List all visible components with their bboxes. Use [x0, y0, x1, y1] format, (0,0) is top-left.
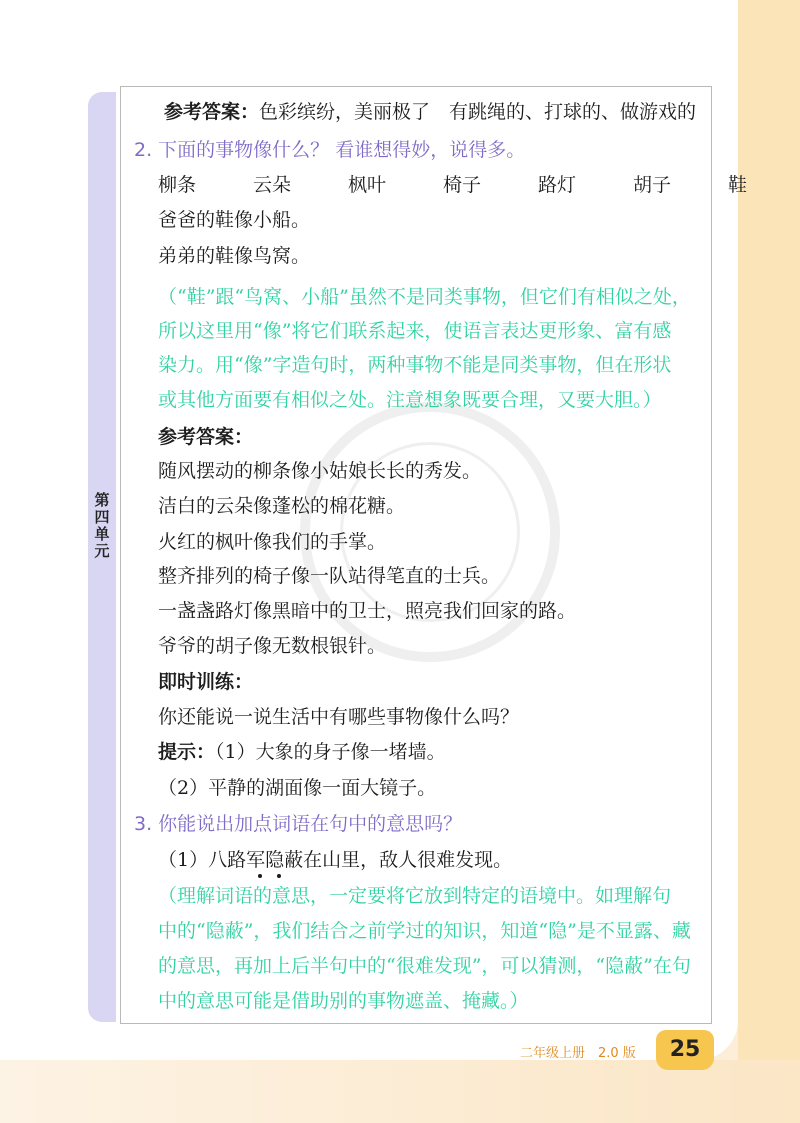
hint-label: 提示： [158, 741, 216, 763]
question-3: 3. 你能说出加点词语在句中的意思吗？ [134, 813, 463, 835]
example-line: 爸爸的鞋像小船。 [158, 209, 311, 231]
practice-question: 你还能说一说生活中有哪些事物像什么吗？ [158, 706, 520, 728]
answer-line-1 [164, 100, 696, 124]
explanation-line: （“鞋”跟“鸟窝、小船”虽然不是同类事物，但它们有相似之处， [158, 286, 691, 308]
answer-sentence: 爷爷的胡子像无数根银针。 [158, 635, 387, 657]
explanation-line: 或其他方面要有相似之处。注意想象既要合理，又要大胆。） [158, 389, 662, 411]
explanation-line: 所以这里用“像”将它们联系起来，使语言表达更形象、富有感 [158, 320, 672, 342]
word-list: 柳条 云朵 枫叶 椅子 路灯 胡子 鞋 [158, 174, 748, 196]
hint-text: （1）大象的身子像一堵墙。 [215, 741, 446, 763]
example-line: 弟弟的鞋像鸟窝。 [158, 245, 311, 267]
answer-heading: 参考答案： [158, 426, 254, 448]
explanation-line: 染力。用“像”字造句时，两种事物不能是同类事物，但在形状 [158, 354, 672, 376]
answer-sentence: 整齐排列的椅子像一队站得笔直的士兵。 [158, 565, 501, 587]
explanation-line: （理解词语的意思，一定要将它放到特定的语境中。如理解句 [158, 885, 672, 907]
practice-heading: 即时训练： [158, 671, 254, 693]
answer-sentence: 洁白的云朵像蓬松的棉花糖。 [158, 495, 406, 517]
question-3-sentence: （1）八路军隐蔽在山里，敌人很难发现。 [158, 849, 513, 871]
emphasis-dot [277, 874, 281, 878]
line-label: 参考答案： [164, 101, 260, 123]
page-edge-strip [738, 0, 800, 1123]
emphasis-dot [258, 874, 262, 878]
unit-side-label: 第四单元 [94, 491, 110, 560]
question-2: 2. 下面的事物像什么？ 看谁想得妙，说得多。 [134, 139, 526, 161]
answer-sentence: 一盏盏路灯像黑暗中的卫士，照亮我们回家的路。 [158, 600, 577, 622]
explanation-line: 中的意思可能是借助别的事物遮盖、掩藏。） [158, 990, 529, 1012]
answer-sentence: 火红的枫叶像我们的手掌。 [158, 531, 387, 553]
line-text: 色彩缤纷，美丽极了 有跳绳的、打球的、做游戏的 [259, 101, 697, 123]
edition-label: 二年级上册 2.0 版 [520, 1046, 636, 1061]
explanation-line: 的意思，再加上后半句中的“很难发现”，可以猜测，“隐蔽”在句 [158, 955, 691, 977]
page-number: 25 [656, 1030, 714, 1070]
answer-sentence: 随风摆动的柳条像小姑娘长长的秀发。 [158, 460, 482, 482]
explanation-line: 中的“隐蔽”，我们结合之前学过的知识，知道“隐”是不显露、藏 [158, 920, 691, 942]
hint-line [158, 740, 446, 764]
hint-line-2: （2）平静的湖面像一面大镜子。 [158, 777, 437, 799]
